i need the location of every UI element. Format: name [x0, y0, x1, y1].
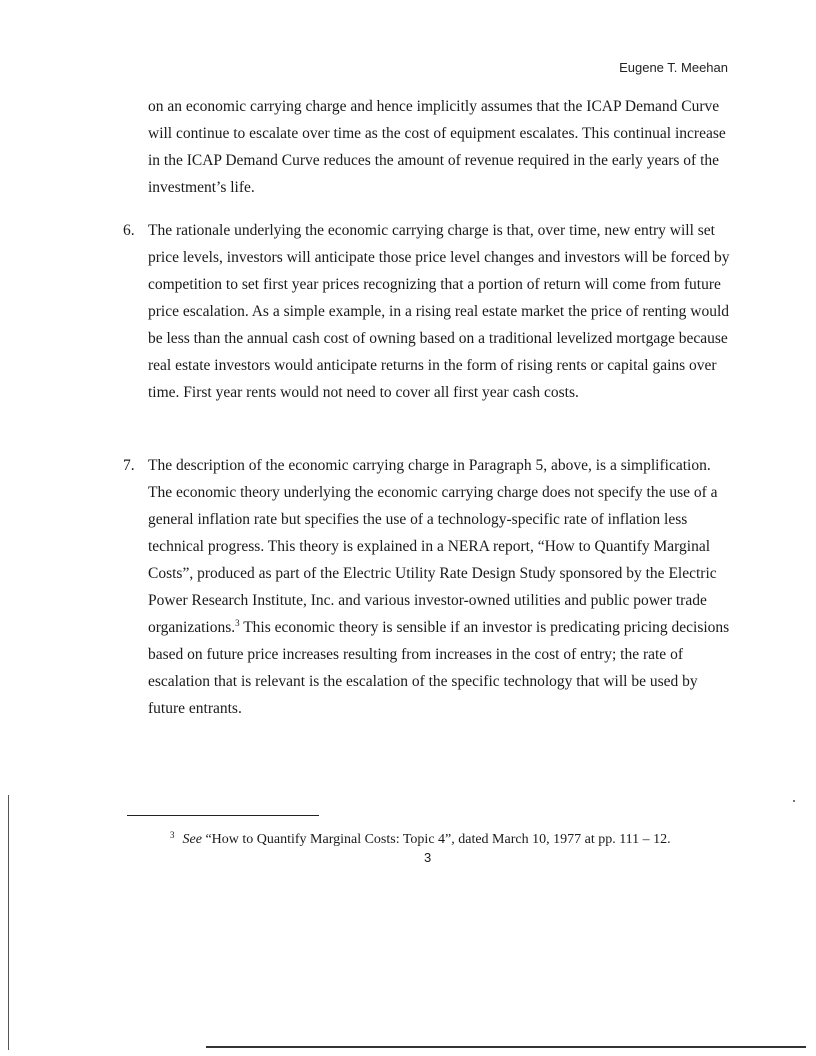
scan-bottom-line	[206, 1046, 806, 1048]
paragraph-number: 6.	[123, 222, 135, 239]
footnote	[170, 826, 671, 849]
footnote-separator	[127, 815, 319, 816]
header-author-name: Eugene T. Meehan	[619, 60, 728, 75]
footnote-reference: 3	[235, 618, 240, 628]
footnote-text: “How to Quantify Marginal Costs: Topic 4”, dated March 10, 1977 at pp. 111 – 12.	[201, 832, 671, 847]
paragraph-7	[123, 452, 738, 722]
paragraph-text	[148, 452, 738, 722]
page-number: 3	[424, 850, 432, 865]
scan-artifact	[793, 800, 795, 802]
footnote-mark: 3	[170, 830, 175, 840]
paragraph-number: 7.	[123, 457, 135, 474]
footnote-see: See	[182, 832, 202, 847]
paragraph-6	[123, 217, 738, 406]
scan-edge-line	[8, 795, 9, 1050]
paragraph-text-part-1: The description of the economic carrying charge in Paragraph 5, above, is a simplification. The economic theory underlying the economic carrying charge does not specify the use of a general inflation rate but specifies the use of a technology-specific rate of inflation less technical progress. This theory is explained in a NERA report, “How to Quantify Marginal Costs”, produced as part of the Electric Utility Rate Design Study sponsored by the Electric Power Research Institute, Inc. and various investor-owned utilities and public power trade organizations.	[148, 457, 718, 636]
continuation-paragraph: on an economic carrying charge and hence implicitly assumes that the ICAP Demand Curve will continue to escalate over time as the cost of equipment escalates. This continual increase in the ICAP Demand Curve reduces the amount of revenue required in the early years of the investment’s life.	[148, 98, 726, 196]
paragraph-text: The rationale underlying the economic carrying charge is that, over time, new entry will set price levels, investors will anticipate those price level changes and investors will be forced by competition to set first year prices recognizing that a portion of return will come from future price escalation. As a simple example, in a rising real estate market the price of renting would be less than the annual cash cost of owning based on a traditional levelized mortgage because real estate investors would anticipate returns in the form of rising rents or capital gains over time. First year rents would not need to cover all first year cash costs.	[148, 222, 730, 401]
paragraph-text-part-2: This economic theory is sensible if an investor is predicating pricing decisions based on future price increases resulting from increases in the cost of entry; the rate of escalation that is relevant is the escalation of the specific technology that will be used by future entrants.	[148, 619, 730, 717]
